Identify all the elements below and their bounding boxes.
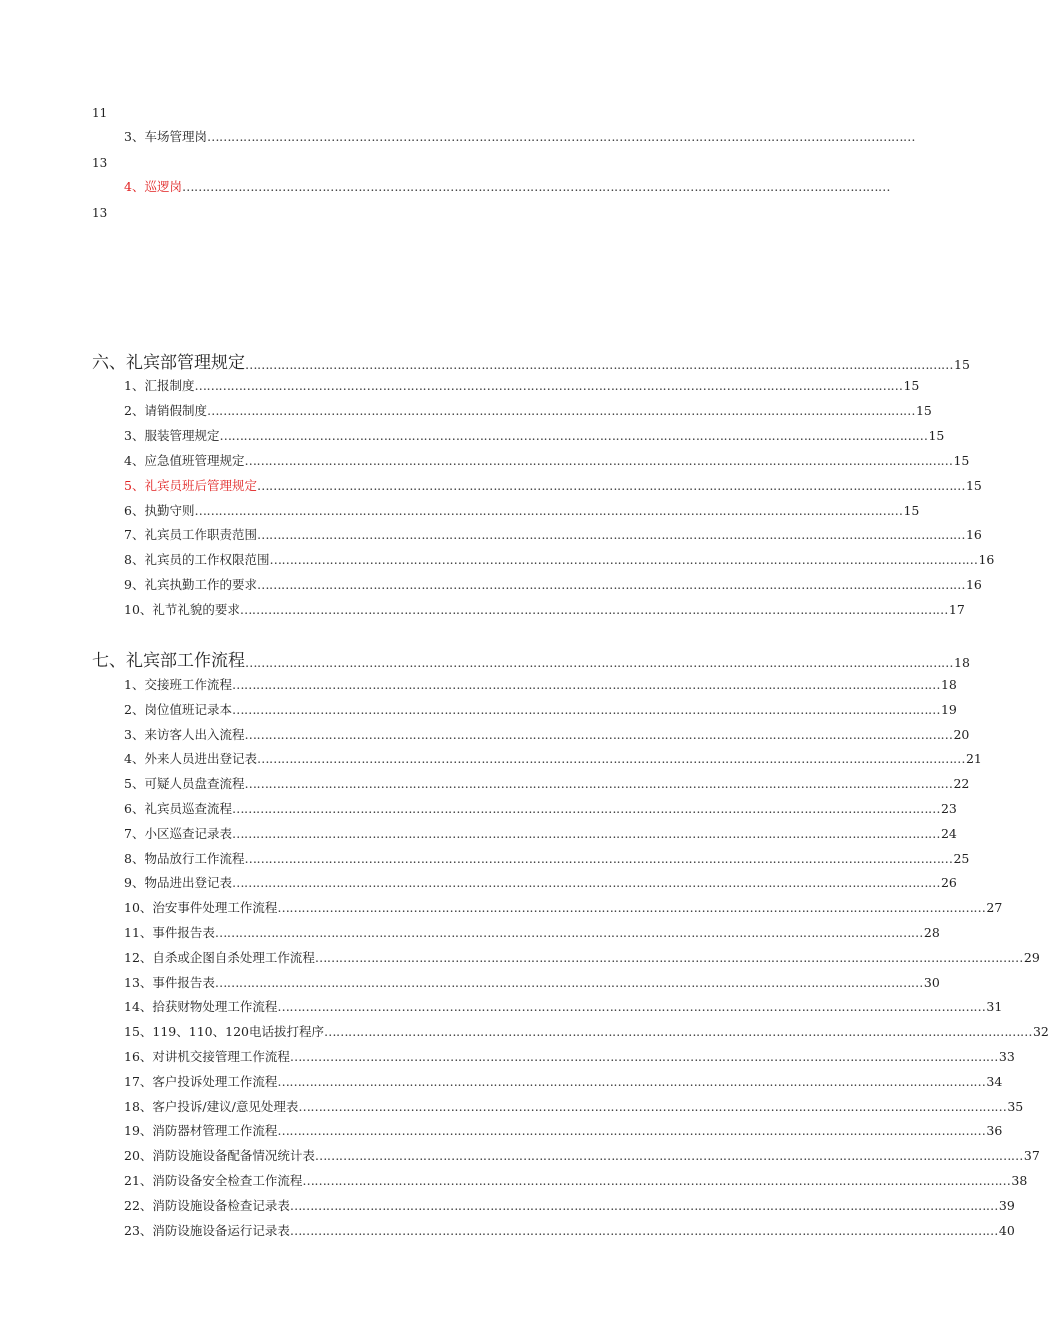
toc-entry[interactable] (124, 924, 940, 942)
toc-entry-label: 1、交接班工作流程 (124, 677, 232, 692)
dot-leader: …………………………………………………………………………………………………………………………………………………………… (214, 925, 923, 940)
dot-leader: …………………………………………………………………………………………………………………………………………………………… (231, 801, 940, 816)
toc-entry-label: 7、礼宾员工作职责范围 (124, 527, 257, 543)
toc-entry[interactable] (124, 850, 970, 868)
toc-entry[interactable] (124, 1172, 1028, 1190)
dot-leader: …………………………………………………………………………………………………………………………………………………………… (277, 1073, 986, 1089)
toc-entry[interactable] (124, 899, 1003, 917)
toc-entry[interactable] (124, 676, 957, 694)
dot-leader: …………………………………………………………………………………………………………………………………………………………… (256, 577, 965, 593)
dot-leader: …………………………………………………………………………………………………………………………………………………………… (289, 1049, 998, 1064)
toc-page-number: 30 (923, 974, 940, 990)
toc-page-number: 32 (1032, 1024, 1049, 1040)
toc-entry[interactable] (124, 1023, 1049, 1041)
dot-leader: …………………………………………………………………………………………………………………………………………………………… (219, 427, 928, 443)
toc-entry[interactable] (124, 750, 982, 768)
toc-entry[interactable] (124, 1222, 1015, 1240)
toc-entry[interactable] (124, 526, 982, 544)
toc-page-number: 28 (923, 925, 940, 940)
toc-entry-label: 8、礼宾员的工作权限范围 (124, 552, 270, 568)
section-title: 七、礼宾部工作流程 (92, 651, 245, 671)
toc-entry-label: 9、物品进出登记表 (124, 875, 232, 891)
toc-entry[interactable] (124, 874, 957, 892)
toc-entry[interactable] (124, 551, 995, 569)
toc-entry[interactable] (124, 402, 932, 420)
toc-page-number: 26 (940, 875, 957, 891)
toc-page-number: 34 (986, 1073, 1003, 1089)
dot-leader: …………………………………………………………………………………………………………………………………………………………… (244, 452, 953, 468)
toc-entry[interactable] (124, 1048, 1015, 1066)
toc-entry[interactable] (124, 452, 970, 470)
toc-page-number: 37 (1023, 1148, 1040, 1164)
toc-page-number: 36 (986, 1123, 1003, 1139)
toc-entry-label: 4、应急值班管理规定 (124, 452, 245, 468)
dot-leader: …………………………………………………………………………………………………………………………………………………………… (194, 378, 903, 393)
toc-entry[interactable] (124, 502, 920, 520)
toc-page-number: 15 (954, 357, 970, 372)
toc-entry[interactable] (124, 949, 1040, 967)
toc-page-number: 15 (928, 427, 945, 443)
toc-page-number: 18 (954, 655, 970, 670)
page-number: 13 (92, 206, 108, 220)
toc-page-number: 22 (953, 776, 970, 792)
toc-entry-label: 4、外来人员进出登记表 (124, 751, 257, 767)
toc-entry-label: 4、巡逻岗 (124, 179, 182, 194)
toc-page-number: 15 (915, 402, 932, 418)
toc-entry-label: 16、对讲机交接管理工作流程 (124, 1049, 290, 1064)
dot-leader: …………………………………………………………………………………………………………………………………………………………… (231, 875, 940, 891)
toc-page-number: 39 (998, 1197, 1015, 1213)
dot-leader: …………………………………………………………………………………………………………………………………………………………… (231, 701, 940, 717)
dot-leader: …………………………………………………………………………………………………………………………………………………………… (314, 949, 1023, 965)
toc-entry[interactable] (124, 477, 982, 495)
dot-leader: …………………………………………………………………………………………………………………………………………………………… (206, 129, 915, 144)
toc-entry-label: 2、请销假制度 (124, 402, 207, 418)
toc-entry-label: 17、客户投诉处理工作流程 (124, 1073, 278, 1089)
toc-page-number: 17 (948, 602, 965, 618)
toc-entry-label: 20、消防设施设备配备情况统计表 (124, 1148, 315, 1164)
toc-entry[interactable] (124, 800, 957, 818)
dot-leader: …………………………………………………………………………………………………………………………………………………………… (277, 1123, 986, 1139)
toc-entry-label: 14、拾获财物处理工作流程 (124, 999, 278, 1015)
toc-page-number: 15 (965, 477, 982, 493)
toc-entry[interactable] (124, 1122, 1003, 1140)
dot-leader: …………………………………………………………………………………………………………………………………………………………… (245, 357, 953, 372)
toc-entry[interactable] (124, 1147, 1040, 1165)
toc-entry[interactable] (124, 601, 965, 619)
toc-section-heading[interactable] (92, 650, 970, 672)
toc-entry[interactable] (124, 825, 957, 843)
toc-entry[interactable] (124, 726, 970, 744)
toc-entry-label: 6、礼宾员巡查流程 (124, 801, 232, 816)
dot-leader: …………………………………………………………………………………………………………………………………………………………… (302, 1173, 1011, 1188)
dot-leader: …………………………………………………………………………………………………………………………………………………………… (298, 1098, 1007, 1114)
toc-entry-label: 1、汇报制度 (124, 378, 195, 393)
toc-page-number: 27 (986, 900, 1003, 916)
toc-entry-label: 8、物品放行工作流程 (124, 850, 245, 866)
dot-leader: …………………………………………………………………………………………………………………………………………………………… (256, 477, 965, 493)
toc-entry[interactable] (124, 576, 982, 594)
toc-entry-label: 11、事件报告表 (124, 925, 215, 940)
toc-page-number: 23 (940, 801, 957, 816)
toc-entry-label: 19、消防器材管理工作流程 (124, 1123, 278, 1139)
toc-entry[interactable] (124, 377, 920, 395)
toc-section-heading[interactable] (92, 352, 970, 374)
toc-page-number: 16 (978, 552, 995, 568)
toc-entry[interactable] (124, 1197, 1015, 1215)
dot-leader: …………………………………………………………………………………………………………………………………………………………… (269, 552, 978, 568)
dot-leader: …………………………………………………………………………………………………………………………………………………………… (277, 900, 986, 916)
toc-entry-label: 10、礼节礼貌的要求 (124, 602, 240, 618)
dot-leader: …………………………………………………………………………………………………………………………………………………………… (245, 655, 953, 670)
toc-entry-label: 5、可疑人员盘查流程 (124, 776, 245, 792)
toc-entry[interactable] (124, 178, 890, 196)
dot-leader: …………………………………………………………………………………………………………………………………………………………… (314, 1148, 1023, 1164)
toc-page-number: 16 (965, 527, 982, 543)
page-number: 13 (92, 156, 108, 170)
toc-page-number: 15 (903, 502, 920, 518)
toc-entry[interactable] (124, 427, 945, 445)
toc-entry-label: 12、自杀或企图自杀处理工作流程 (124, 949, 315, 965)
toc-entry[interactable] (124, 701, 957, 719)
dot-leader: …………………………………………………………………………………………………………………………………………………………… (239, 602, 948, 618)
toc-page-number: 29 (1023, 949, 1040, 965)
dot-leader: …………………………………………………………………………………………………………………………………………………………… (256, 751, 965, 767)
toc-entry-label: 6、执勤守则 (124, 502, 195, 518)
dot-leader: …………………………………………………………………………………………………………………………………………………………… (214, 974, 923, 990)
dot-leader: …………………………………………………………………………………………………………………………………………………………… (323, 1024, 1032, 1040)
toc-entry-label: 3、服装管理规定 (124, 427, 220, 443)
toc-page-number: 35 (1007, 1098, 1024, 1114)
toc-page-number: 33 (998, 1049, 1015, 1064)
page-number: 11 (92, 106, 108, 120)
toc-entry-label: 18、客户投诉/建议/意见处理表 (124, 1098, 299, 1114)
dot-leader: …………………………………………………………………………………………………………………………………………………………… (206, 402, 915, 418)
toc-entry-label: 5、礼宾员班后管理规定 (124, 477, 257, 493)
dot-leader: …………………………………………………………………………………………………………………………………………………………… (244, 776, 953, 792)
toc-page-number: 21 (965, 751, 982, 767)
dot-leader: …………………………………………………………………………………………………………………………………………………………… (256, 527, 965, 543)
toc-entry-label: 3、车场管理岗 (124, 129, 207, 144)
toc-entry-label: 10、治安事件处理工作流程 (124, 900, 278, 916)
toc-page-number: 20 (953, 726, 970, 742)
toc-entry-label: 15、119、110、120电话拔打程序 (124, 1024, 324, 1040)
toc-page-number: 38 (1011, 1173, 1028, 1188)
toc-page-number: 15 (903, 378, 920, 393)
toc-page-number: 18 (940, 677, 957, 692)
toc-entry-label: 2、岗位值班记录本 (124, 701, 232, 717)
toc-page-number: 19 (940, 701, 957, 717)
toc-entry-label: 7、小区巡查记录表 (124, 825, 232, 841)
toc-page-number: 31 (986, 999, 1003, 1015)
toc-entry-label: 9、礼宾执勤工作的要求 (124, 577, 257, 593)
toc-entry[interactable] (124, 1073, 1003, 1091)
toc-page-number: 16 (965, 577, 982, 593)
toc-entry[interactable] (124, 974, 940, 992)
toc-page-number: 40 (998, 1222, 1015, 1238)
toc-page-number: 24 (940, 825, 957, 841)
toc-entry[interactable] (124, 775, 970, 793)
dot-leader: …………………………………………………………………………………………………………………………………………………………… (277, 999, 986, 1015)
dot-leader: …………………………………………………………………………………………………………………………………………………………… (244, 850, 953, 866)
dot-leader: …………………………………………………………………………………………………………………………………………………………… (244, 726, 953, 742)
toc-page-number: 15 (953, 452, 970, 468)
toc-entry-label: 21、消防设备安全检查工作流程 (124, 1173, 303, 1188)
toc-entry[interactable] (124, 1098, 1024, 1116)
toc-entry-label: 3、来访客人出入流程 (124, 726, 245, 742)
toc-entry[interactable] (124, 128, 915, 146)
toc-entry-label: 23、消防设施设备运行记录表 (124, 1222, 290, 1238)
dot-leader: …………………………………………………………………………………………………………………………………………………………… (231, 825, 940, 841)
toc-entry-label: 13、事件报告表 (124, 974, 215, 990)
dot-leader: …………………………………………………………………………………………………………………………………………………………… (194, 502, 903, 518)
section-title: 六、礼宾部管理规定 (92, 353, 245, 373)
dot-leader: …………………………………………………………………………………………………………………………………………………………… (231, 677, 940, 692)
toc-entry[interactable] (124, 998, 1003, 1016)
dot-leader: …………………………………………………………………………………………………………………………………………………………… (181, 179, 890, 194)
toc-page-number: 25 (953, 850, 970, 866)
dot-leader: …………………………………………………………………………………………………………………………………………………………… (289, 1197, 998, 1213)
dot-leader: …………………………………………………………………………………………………………………………………………………………… (289, 1222, 998, 1238)
toc-entry-label: 22、消防设施设备检查记录表 (124, 1197, 290, 1213)
